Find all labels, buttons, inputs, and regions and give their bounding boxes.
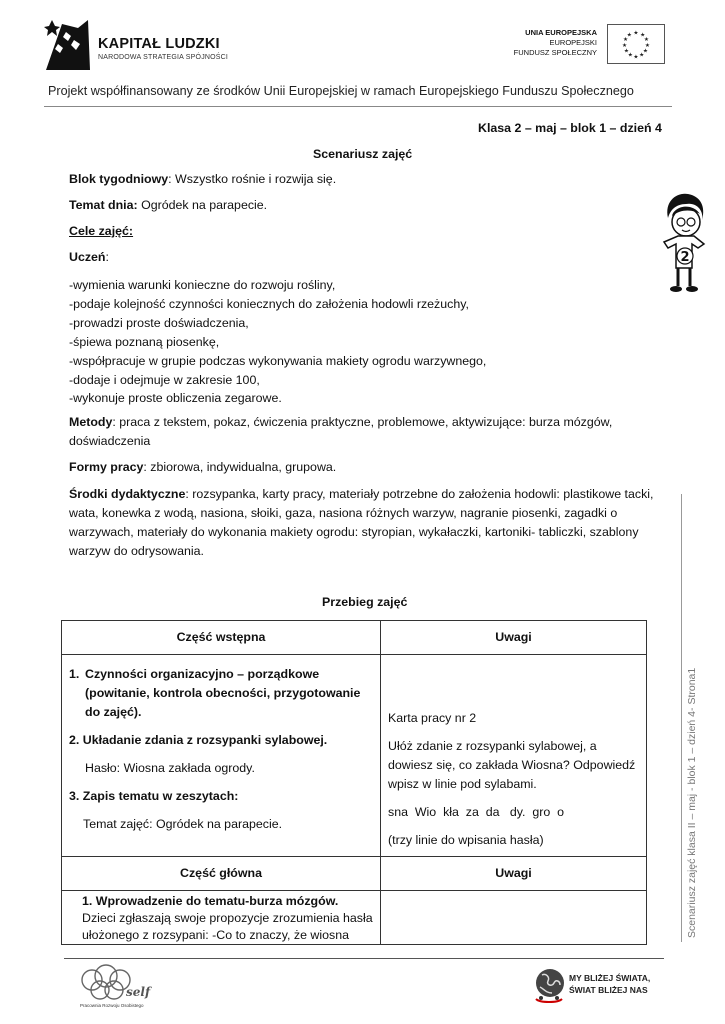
intro-item-number: 2. [69, 733, 80, 747]
goals-list [69, 276, 486, 408]
methods-label: Metody [69, 415, 113, 429]
table-row [62, 621, 647, 655]
eu-flag-icon [607, 24, 665, 64]
motto-line-1: MY BLIŻEJ ŚWIATA, [569, 973, 651, 983]
aids-label: Środki dydaktyczne [69, 487, 186, 501]
main-item-text: Dzieci zgłaszają swoje propozycje zrozumienia hasła ułożonego z rozsypani: -Co to znaczy, że wiosna [82, 911, 373, 942]
header-divider [44, 106, 672, 107]
intro-part-header: Część wstępna [62, 621, 381, 655]
goal-item: -wykonuje proste obliczenia zegarowe. [69, 391, 282, 406]
goals-heading: Cele zajęć: [69, 224, 134, 238]
eu-logo [500, 24, 665, 68]
table-row [62, 655, 647, 857]
student-suffix: : [105, 250, 109, 264]
worksheet-label: Karta pracy nr 2 [388, 711, 477, 725]
methods-paragraph [69, 413, 659, 451]
self-word: self [126, 985, 151, 999]
document-title: Scenariusz zajęć [313, 147, 413, 161]
goal-item: -podaje kolejność czynności koniecznych do założenia hodowli rzeżuchy, [69, 296, 469, 311]
forms-value: : zbiorowa, indywidualna, grupowa. [143, 460, 337, 474]
class-line: Klasa 2 – maj – blok 1 – dzień 4 [478, 121, 662, 135]
eu-line-3: FUNDUSZ SPOŁECZNY [513, 48, 597, 57]
day-topic-label: Temat dnia: [69, 198, 138, 212]
goal-item: -współpracuje w grupie podczas wykonywania makiety ogrodu warzywnego, [69, 353, 487, 368]
student-label: Uczeń [69, 250, 106, 264]
program-subtitle: NARODOWA STRATEGIA SPÓJNOŚCI [98, 54, 229, 61]
svg-text:★: ★ [639, 52, 645, 59]
svg-text:★: ★ [623, 48, 630, 55]
svg-text:★: ★ [640, 32, 646, 39]
notes-header: Uwagi [381, 621, 647, 655]
aids-paragraph [69, 485, 659, 561]
project-funding-line: Projekt współfinansowany ze środków Unii Europejskiej w ramach Europejskiego Funduszu Społecznego [48, 84, 634, 98]
goal-item: -prowadzi proste doświadczenia, [69, 315, 249, 330]
intro-item-number: 3. [69, 789, 80, 803]
motto [569, 972, 650, 996]
main-item-title: 1. Wprowadzenie do tematu-burza mózgów. [82, 894, 339, 908]
eu-line-1: UNIA EUROPEJSKA [525, 28, 597, 37]
svg-text:★: ★ [622, 37, 629, 44]
svg-text:★: ★ [633, 54, 639, 61]
plan-title: Przebieg zajęć [322, 595, 408, 609]
intro-item-text: Zapis tematu w zeszytach: [82, 789, 239, 803]
table-row [62, 891, 647, 945]
weekly-block-value: : Wszystko rośnie i rozwija się. [168, 172, 337, 186]
answer-lines-note: (trzy linie do wpisania hasła) [388, 833, 544, 847]
methods-value: : praca z tekstem, pokaz, ćwiczenia praktyczne, problemowe, aktywizujące: burza mózgów, doświadczenia [69, 415, 613, 448]
kapital-ludzki-logo [44, 18, 244, 72]
eu-line-2: EUROPEJSKI [549, 38, 597, 47]
day-topic [69, 198, 267, 212]
svg-text:★: ★ [643, 37, 650, 44]
intro-notes-cell [381, 655, 647, 857]
main-notes-cell [381, 891, 647, 945]
footer-divider [64, 958, 664, 959]
goal-item: -dodaje i odejmuje w zakresie 100, [69, 372, 260, 387]
svg-text:★: ★ [633, 30, 639, 37]
svg-text:★: ★ [642, 48, 649, 55]
student-character-illustration [658, 190, 708, 300]
svg-text:★: ★ [626, 32, 632, 39]
forms-paragraph [69, 458, 659, 477]
goal-item: -śpiewa poznaną piosenkę, [69, 334, 220, 349]
eu-logo-text [514, 28, 597, 58]
side-page-caption: Scenariusz zajęć klasa II – maj - blok 1 – dzień 4- Strona1 [686, 667, 698, 938]
intro-item-text: Czynności organizacyjno – porządkowe (powitanie, kontrola obecności, przygotowanie do zajęć). [85, 667, 361, 719]
intro-item [69, 731, 380, 750]
character-badge-number: 2 [680, 250, 690, 265]
goal-item: -wymienia warunki konieczne do rozwoju rośliny, [69, 278, 336, 292]
table-row [62, 857, 647, 891]
topic-note-line: Temat zajęć: Ogródek na parapecie. [83, 817, 283, 831]
intro-item-number: 1. [69, 667, 80, 681]
worksheet-instruction: Ułóż zdanie z rozsypanki sylabowej, a dowiesz się, co zakłada Wiosna? Odpowiedź wpisz w linie pod sylabami. [388, 739, 636, 791]
intro-part-cell [62, 655, 381, 857]
password-line: Hasło: Wiosna zakłada ogrody. [85, 761, 255, 775]
intro-item [69, 665, 380, 722]
svg-text:★: ★ [622, 42, 628, 49]
weekly-block [69, 172, 336, 186]
student-heading [69, 250, 109, 264]
lesson-plan-table [61, 620, 647, 945]
notes-header: Uwagi [381, 857, 647, 891]
self-caption: Pracownia Rozwoju Osobistego [80, 1003, 144, 1008]
weekly-block-label: Blok tygodniowy [69, 172, 169, 186]
intro-item-text: Układanie zdania z rozsypanki sylabowej. [82, 733, 328, 747]
main-part-header: Część główna [62, 857, 381, 891]
syllable-scramble: sna Wio kła za da dy. gro o [388, 805, 565, 819]
main-part-cell [62, 891, 381, 945]
day-topic-value: Ogródek na parapecie. [137, 198, 268, 212]
forms-label: Formy pracy [69, 460, 144, 474]
aids-value: : rozsypanka, karty pracy, materiały potrzebne do założenia hodowli: plastikowe tacki, wata, konewka z wodą, nasiona, słoiki, gaza, nasiona różnych warzyw, nagranie piosenki, zagadki o warzywach, materiały do wykonania makiety ogrodu: styropian, wykałaczki, kartoniki- tabliczki, szablony warzyw do odrysowania. [69, 487, 654, 558]
side-divider [681, 494, 682, 942]
svg-text:★: ★ [627, 52, 633, 59]
globe-icon [532, 965, 566, 1005]
kapital-ludzki-mark-icon [44, 18, 92, 72]
svg-text:★: ★ [644, 42, 650, 49]
program-name: KAPITAŁ LUDZKI [98, 36, 220, 52]
motto-line-2: ŚWIAT BLIŻEJ NAS [569, 985, 648, 995]
intro-item [69, 787, 380, 806]
